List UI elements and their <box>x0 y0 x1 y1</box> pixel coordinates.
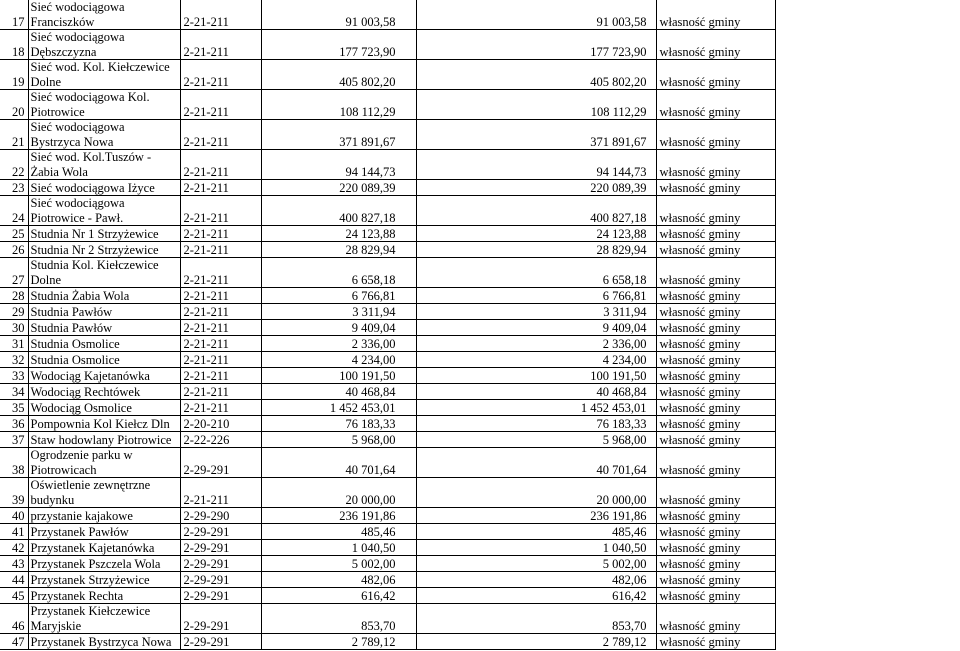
initial-value: 94 144,73 <box>261 150 416 180</box>
blank-margin <box>775 30 960 60</box>
row-number: 27 <box>0 258 28 288</box>
asset-name: Sieć wodociągowa Kol. Piotrowice <box>28 90 180 120</box>
ownership: własność gminy <box>656 90 775 120</box>
initial-value: 28 829,94 <box>261 242 416 258</box>
row-number: 47 <box>0 634 28 650</box>
asset-name: Wodociąg Osmolice <box>28 400 180 416</box>
initial-value: 220 089,39 <box>261 180 416 196</box>
row-number: 21 <box>0 120 28 150</box>
initial-value: 6 766,81 <box>261 288 416 304</box>
blank-margin <box>775 540 960 556</box>
empty-cell <box>416 120 516 150</box>
blank-margin <box>775 320 960 336</box>
classification-code: 2-21-211 <box>180 400 261 416</box>
initial-value: 108 112,29 <box>261 90 416 120</box>
classification-code: 2-29-291 <box>180 540 261 556</box>
blank-margin <box>775 604 960 634</box>
table-row <box>0 320 960 336</box>
table-row <box>0 448 960 478</box>
classification-code: 2-29-291 <box>180 634 261 650</box>
asset-name: Oświetlenie zewnętrzne budynku <box>28 478 180 508</box>
asset-name: Przystanek Kiełczewice Maryjskie <box>28 604 180 634</box>
empty-cell <box>416 524 516 540</box>
ownership: własność gminy <box>656 448 775 478</box>
row-number: 18 <box>0 30 28 60</box>
classification-code: 2-29-291 <box>180 556 261 572</box>
classification-code: 2-21-211 <box>180 384 261 400</box>
table-row <box>0 478 960 508</box>
asset-name: Wodociąg Kajetanówka <box>28 368 180 384</box>
blank-margin <box>775 508 960 524</box>
classification-code: 2-21-211 <box>180 352 261 368</box>
initial-value: 9 409,04 <box>261 320 416 336</box>
asset-name: Sieć wodociągowa Franciszków <box>28 0 180 30</box>
table-row <box>0 416 960 432</box>
table-row <box>0 180 960 196</box>
empty-cell <box>416 304 516 320</box>
ownership: własność gminy <box>656 384 775 400</box>
value-amount: 94 144,73 <box>516 150 656 180</box>
ownership: własność gminy <box>656 588 775 604</box>
table-row <box>0 352 960 368</box>
empty-cell <box>416 242 516 258</box>
empty-cell <box>416 448 516 478</box>
initial-value: 40 701,64 <box>261 448 416 478</box>
row-number: 41 <box>0 524 28 540</box>
table-row <box>0 368 960 384</box>
initial-value: 100 191,50 <box>261 368 416 384</box>
blank-margin <box>775 304 960 320</box>
classification-code: 2-21-211 <box>180 196 261 226</box>
classification-code: 2-29-290 <box>180 508 261 524</box>
initial-value: 371 891,67 <box>261 120 416 150</box>
empty-cell <box>416 196 516 226</box>
table-row <box>0 226 960 242</box>
initial-value: 91 003,58 <box>261 0 416 30</box>
ownership: własność gminy <box>656 478 775 508</box>
classification-code: 2-21-211 <box>180 226 261 242</box>
ownership: własność gminy <box>656 150 775 180</box>
initial-value: 177 723,90 <box>261 30 416 60</box>
value-amount: 91 003,58 <box>516 0 656 30</box>
asset-name: Pompownia Kol Kiełcz Dln <box>28 416 180 432</box>
asset-name: Przystanek Pawłów <box>28 524 180 540</box>
initial-value: 482,06 <box>261 572 416 588</box>
row-number: 40 <box>0 508 28 524</box>
ownership: własność gminy <box>656 0 775 30</box>
value-amount: 1 452 453,01 <box>516 400 656 416</box>
row-number: 32 <box>0 352 28 368</box>
asset-name: Przystanek Kajetanówka <box>28 540 180 556</box>
table-row <box>0 90 960 120</box>
asset-name: Sieć wodociągowa Iżyce <box>28 180 180 196</box>
asset-name: Przystanek Pszczela Wola <box>28 556 180 572</box>
ownership: własność gminy <box>656 60 775 90</box>
ownership: własność gminy <box>656 258 775 288</box>
initial-value: 6 658,18 <box>261 258 416 288</box>
asset-name: Sieć wod. Kol.Tuszów - Żabia Wola <box>28 150 180 180</box>
empty-cell <box>416 432 516 448</box>
table-row <box>0 634 960 650</box>
initial-value: 405 802,20 <box>261 60 416 90</box>
table-row <box>0 150 960 180</box>
classification-code: 2-29-291 <box>180 524 261 540</box>
row-number: 28 <box>0 288 28 304</box>
initial-value: 2 789,12 <box>261 634 416 650</box>
initial-value: 20 000,00 <box>261 478 416 508</box>
empty-cell <box>416 540 516 556</box>
blank-margin <box>775 432 960 448</box>
value-amount: 6 658,18 <box>516 258 656 288</box>
asset-name: Ogrodzenie parku w Piotrowicach <box>28 448 180 478</box>
empty-cell <box>416 508 516 524</box>
initial-value: 40 468,84 <box>261 384 416 400</box>
value-amount: 20 000,00 <box>516 478 656 508</box>
value-amount: 6 766,81 <box>516 288 656 304</box>
row-number: 36 <box>0 416 28 432</box>
classification-code: 2-21-211 <box>180 320 261 336</box>
blank-margin <box>775 180 960 196</box>
blank-margin <box>775 368 960 384</box>
table-row <box>0 432 960 448</box>
ownership: własność gminy <box>656 432 775 448</box>
row-number: 33 <box>0 368 28 384</box>
classification-code: 2-21-211 <box>180 120 261 150</box>
classification-code: 2-21-211 <box>180 180 261 196</box>
blank-margin <box>775 0 960 30</box>
value-amount: 405 802,20 <box>516 60 656 90</box>
ownership: własność gminy <box>656 368 775 384</box>
empty-cell <box>416 226 516 242</box>
table-row <box>0 524 960 540</box>
ownership: własność gminy <box>656 180 775 196</box>
row-number: 17 <box>0 0 28 30</box>
row-number: 34 <box>0 384 28 400</box>
initial-value: 24 123,88 <box>261 226 416 242</box>
blank-margin <box>775 196 960 226</box>
row-number: 35 <box>0 400 28 416</box>
table-row <box>0 120 960 150</box>
ownership: własność gminy <box>656 416 775 432</box>
asset-name: przystanie kajakowe <box>28 508 180 524</box>
blank-margin <box>775 150 960 180</box>
classification-code: 2-21-211 <box>180 304 261 320</box>
table-row <box>0 258 960 288</box>
classification-code: 2-29-291 <box>180 588 261 604</box>
value-amount: 5 968,00 <box>516 432 656 448</box>
value-amount: 616,42 <box>516 588 656 604</box>
empty-cell <box>416 604 516 634</box>
initial-value: 485,46 <box>261 524 416 540</box>
value-amount: 853,70 <box>516 604 656 634</box>
asset-name: Studnia Nr 2 Strzyżewice <box>28 242 180 258</box>
value-amount: 100 191,50 <box>516 368 656 384</box>
blank-margin <box>775 588 960 604</box>
ownership: własność gminy <box>656 336 775 352</box>
table-row <box>0 336 960 352</box>
asset-name: Sieć wodociągowa Dębszczyzna <box>28 30 180 60</box>
ownership: własność gminy <box>656 634 775 650</box>
value-amount: 108 112,29 <box>516 90 656 120</box>
asset-name: Sieć wodociągowa Bystrzyca Nowa <box>28 120 180 150</box>
asset-name: Studnia Pawłów <box>28 320 180 336</box>
ownership: własność gminy <box>656 320 775 336</box>
classification-code: 2-21-211 <box>180 0 261 30</box>
empty-cell <box>416 180 516 196</box>
classification-code: 2-21-211 <box>180 288 261 304</box>
table-row <box>0 572 960 588</box>
asset-name: Studnia Osmolice <box>28 352 180 368</box>
value-amount: 371 891,67 <box>516 120 656 150</box>
classification-code: 2-21-211 <box>180 478 261 508</box>
blank-margin <box>775 384 960 400</box>
classification-code: 2-21-211 <box>180 242 261 258</box>
initial-value: 4 234,00 <box>261 352 416 368</box>
asset-name: Przystanek Strzyżewice <box>28 572 180 588</box>
initial-value: 853,70 <box>261 604 416 634</box>
asset-name: Studnia Kol. Kiełczewice Dolne <box>28 258 180 288</box>
table-row <box>0 288 960 304</box>
empty-cell <box>416 400 516 416</box>
row-number: 31 <box>0 336 28 352</box>
value-amount: 9 409,04 <box>516 320 656 336</box>
table-row <box>0 304 960 320</box>
row-number: 45 <box>0 588 28 604</box>
table-row <box>0 60 960 90</box>
empty-cell <box>416 150 516 180</box>
value-amount: 177 723,90 <box>516 30 656 60</box>
asset-name: Sieć wod. Kol. Kiełczewice Dolne <box>28 60 180 90</box>
ownership: własność gminy <box>656 508 775 524</box>
blank-margin <box>775 242 960 258</box>
table-row <box>0 242 960 258</box>
value-amount: 236 191,86 <box>516 508 656 524</box>
asset-name: Przystanek Rechta <box>28 588 180 604</box>
value-amount: 482,06 <box>516 572 656 588</box>
classification-code: 2-21-211 <box>180 60 261 90</box>
empty-cell <box>416 416 516 432</box>
classification-code: 2-21-211 <box>180 30 261 60</box>
blank-margin <box>775 120 960 150</box>
blank-margin <box>775 416 960 432</box>
ownership: własność gminy <box>656 120 775 150</box>
value-amount: 76 183,33 <box>516 416 656 432</box>
empty-cell <box>416 556 516 572</box>
table-row <box>0 604 960 634</box>
blank-margin <box>775 634 960 650</box>
table-row <box>0 556 960 572</box>
ownership: własność gminy <box>656 524 775 540</box>
row-number: 30 <box>0 320 28 336</box>
table-row <box>0 588 960 604</box>
value-amount: 220 089,39 <box>516 180 656 196</box>
blank-margin <box>775 524 960 540</box>
empty-cell <box>416 336 516 352</box>
empty-cell <box>416 60 516 90</box>
value-amount: 24 123,88 <box>516 226 656 242</box>
blank-margin <box>775 352 960 368</box>
empty-cell <box>416 288 516 304</box>
classification-code: 2-29-291 <box>180 448 261 478</box>
initial-value: 5 002,00 <box>261 556 416 572</box>
asset-name: Studnia Żabia Wola <box>28 288 180 304</box>
blank-margin <box>775 90 960 120</box>
ownership: własność gminy <box>656 556 775 572</box>
asset-name: Studnia Nr 1 Strzyżewice <box>28 226 180 242</box>
table-row <box>0 508 960 524</box>
value-amount: 28 829,94 <box>516 242 656 258</box>
ownership: własność gminy <box>656 400 775 416</box>
table-row <box>0 540 960 556</box>
blank-margin <box>775 288 960 304</box>
empty-cell <box>416 258 516 288</box>
blank-margin <box>775 258 960 288</box>
row-number: 26 <box>0 242 28 258</box>
asset-name: Staw hodowlany Piotrowice <box>28 432 180 448</box>
table-row <box>0 196 960 226</box>
classification-code: 2-21-211 <box>180 90 261 120</box>
classification-code: 2-21-211 <box>180 150 261 180</box>
ownership: własność gminy <box>656 572 775 588</box>
ownership: własność gminy <box>656 196 775 226</box>
table-row <box>0 400 960 416</box>
row-number: 39 <box>0 478 28 508</box>
empty-cell <box>416 352 516 368</box>
value-amount: 485,46 <box>516 524 656 540</box>
row-number: 38 <box>0 448 28 478</box>
empty-cell <box>416 90 516 120</box>
value-amount: 2 789,12 <box>516 634 656 650</box>
ownership: własność gminy <box>656 604 775 634</box>
classification-code: 2-20-210 <box>180 416 261 432</box>
empty-cell <box>416 588 516 604</box>
blank-margin <box>775 226 960 242</box>
row-number: 19 <box>0 60 28 90</box>
classification-code: 2-29-291 <box>180 604 261 634</box>
initial-value: 1 452 453,01 <box>261 400 416 416</box>
asset-name: Wodociąg Rechtówek <box>28 384 180 400</box>
row-number: 37 <box>0 432 28 448</box>
classification-code: 2-21-211 <box>180 258 261 288</box>
row-number: 23 <box>0 180 28 196</box>
table-row <box>0 0 960 30</box>
value-amount: 5 002,00 <box>516 556 656 572</box>
initial-value: 2 336,00 <box>261 336 416 352</box>
blank-margin <box>775 572 960 588</box>
row-number: 43 <box>0 556 28 572</box>
row-number: 46 <box>0 604 28 634</box>
asset-name: Studnia Pawłów <box>28 304 180 320</box>
value-amount: 1 040,50 <box>516 540 656 556</box>
empty-cell <box>416 368 516 384</box>
ownership: własność gminy <box>656 242 775 258</box>
initial-value: 1 040,50 <box>261 540 416 556</box>
table-row <box>0 30 960 60</box>
ownership: własność gminy <box>656 540 775 556</box>
classification-code: 2-21-211 <box>180 336 261 352</box>
initial-value: 616,42 <box>261 588 416 604</box>
blank-margin <box>775 60 960 90</box>
asset-name: Sieć wodociągowa Piotrowice - Pawł. <box>28 196 180 226</box>
ownership: własność gminy <box>656 226 775 242</box>
initial-value: 400 827,18 <box>261 196 416 226</box>
classification-code: 2-22-226 <box>180 432 261 448</box>
row-number: 44 <box>0 572 28 588</box>
empty-cell <box>416 634 516 650</box>
initial-value: 5 968,00 <box>261 432 416 448</box>
row-number: 29 <box>0 304 28 320</box>
blank-margin <box>775 556 960 572</box>
empty-cell <box>416 320 516 336</box>
value-amount: 40 701,64 <box>516 448 656 478</box>
row-number: 25 <box>0 226 28 242</box>
asset-name: Przystanek Bystrzyca Nowa <box>28 634 180 650</box>
value-amount: 2 336,00 <box>516 336 656 352</box>
blank-margin <box>775 336 960 352</box>
empty-cell <box>416 30 516 60</box>
ownership: własność gminy <box>656 30 775 60</box>
initial-value: 76 183,33 <box>261 416 416 432</box>
empty-cell <box>416 478 516 508</box>
row-number: 42 <box>0 540 28 556</box>
row-number: 20 <box>0 90 28 120</box>
ownership: własność gminy <box>656 352 775 368</box>
row-number: 22 <box>0 150 28 180</box>
initial-value: 3 311,94 <box>261 304 416 320</box>
classification-code: 2-29-291 <box>180 572 261 588</box>
classification-code: 2-21-211 <box>180 368 261 384</box>
ownership: własność gminy <box>656 304 775 320</box>
blank-margin <box>775 478 960 508</box>
value-amount: 40 468,84 <box>516 384 656 400</box>
table-row <box>0 384 960 400</box>
value-amount: 3 311,94 <box>516 304 656 320</box>
empty-cell <box>416 572 516 588</box>
initial-value: 236 191,86 <box>261 508 416 524</box>
empty-cell <box>416 0 516 30</box>
empty-cell <box>416 384 516 400</box>
blank-margin <box>775 400 960 416</box>
value-amount: 4 234,00 <box>516 352 656 368</box>
ownership: własność gminy <box>656 288 775 304</box>
asset-name: Studnia Osmolice <box>28 336 180 352</box>
blank-margin <box>775 448 960 478</box>
row-number: 24 <box>0 196 28 226</box>
value-amount: 400 827,18 <box>516 196 656 226</box>
